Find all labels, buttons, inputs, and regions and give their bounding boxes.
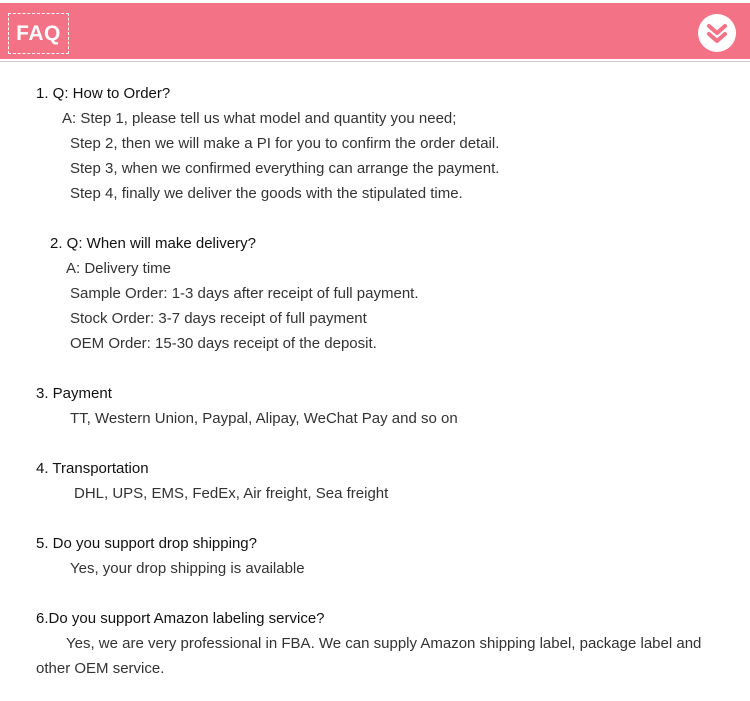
faq-question-6: 6.Do you support Amazon labeling service?: [36, 610, 325, 627]
faq-question-1: 1. Q: How to Order?: [36, 85, 171, 102]
faq-answer-1-line-3: Step 3, when we confirmed everything can arrange the payment.: [70, 160, 500, 177]
faq-answer-4-line-1: DHL, UPS, EMS, FedEx, Air freight, Sea freight: [74, 485, 389, 502]
faq-answer-2-line-3: Stock Order: 3-7 days receipt of full payment: [70, 310, 367, 327]
faq-answer-6-line-2: other OEM service.: [36, 660, 165, 677]
faq-header-bar: [0, 3, 750, 59]
faq-question-2: 2. Q: When will make delivery?: [50, 235, 256, 252]
faq-answer-3-line-1: TT, Western Union, Paypal, Alipay, WeChat Pay and so on: [70, 410, 458, 427]
faq-answer-2-line-4: OEM Order: 15-30 days receipt of the deposit.: [70, 335, 377, 352]
faq-question-5: 5. Do you support drop shipping?: [36, 535, 257, 552]
faq-answer-5-line-1: Yes, your drop shipping is available: [70, 560, 305, 577]
faq-answer-6-line-1: Yes, we are very professional in FBA. We can supply Amazon shipping label, package label and: [66, 635, 702, 652]
header-bottom-divider: [0, 61, 750, 62]
faq-answer-1-line-2: Step 2, then we will make a PI for you to confirm the order detail.: [70, 135, 500, 152]
faq-question-3: 3. Payment: [36, 385, 112, 402]
double-chevron-down-icon[interactable]: [697, 13, 737, 53]
faq-title: FAQ: [16, 21, 61, 45]
faq-title-box: [8, 13, 69, 54]
faq-answer-1-line-1: A: Step 1, please tell us what model and quantity you need;: [62, 110, 457, 127]
faq-answer-2-line-2: Sample Order: 1-3 days after receipt of full payment.: [70, 285, 419, 302]
faq-answer-2-line-1: A: Delivery time: [66, 260, 172, 277]
faq-question-4: 4. Transportation: [36, 460, 149, 477]
faq-answer-1-line-4: Step 4, finally we deliver the goods with the stipulated time.: [70, 185, 463, 202]
